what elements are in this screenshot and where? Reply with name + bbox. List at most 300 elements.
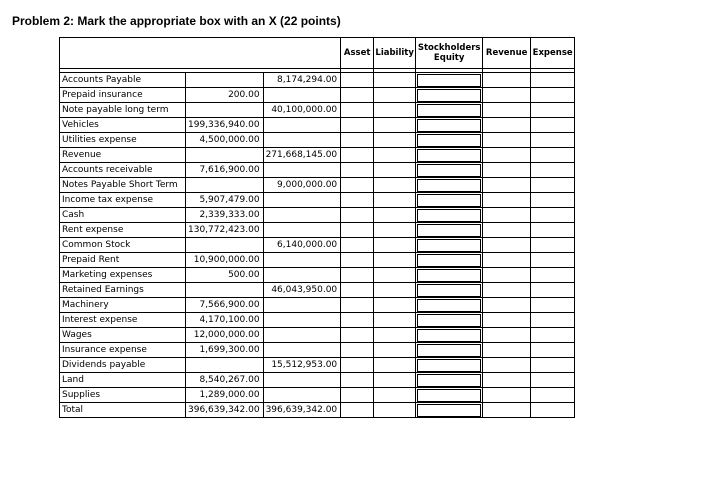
liability-checkbox[interactable] (374, 118, 416, 133)
asset-checkbox[interactable] (341, 403, 374, 418)
table-row (60, 133, 575, 148)
equity-input-box[interactable] (417, 134, 481, 147)
debit-amount: 396,639,342.00 (186, 403, 264, 418)
liability-box[interactable] (376, 224, 413, 237)
liability-checkbox[interactable] (374, 103, 416, 118)
expense-box[interactable] (533, 194, 572, 207)
liability-box[interactable] (376, 209, 413, 222)
equity-checkbox[interactable] (416, 343, 483, 358)
revenue-box[interactable] (485, 149, 528, 162)
liability-box[interactable] (376, 194, 413, 207)
expense-checkbox[interactable] (531, 208, 575, 223)
equity-checkbox[interactable] (416, 118, 483, 133)
debit-amount: 10,900,000.00 (186, 253, 264, 268)
expense-box[interactable] (533, 134, 572, 147)
expense-checkbox[interactable] (531, 343, 575, 358)
liability-checkbox[interactable] (374, 223, 416, 238)
asset-box[interactable] (343, 299, 371, 312)
asset-checkbox[interactable] (341, 388, 374, 403)
debit-amount (186, 178, 264, 193)
credit-amount: 8,174,294.00 (263, 73, 341, 88)
liability-checkbox[interactable] (374, 298, 416, 313)
revenue-checkbox[interactable] (483, 253, 531, 268)
equity-checkbox[interactable] (416, 103, 483, 118)
asset-checkbox[interactable] (341, 193, 374, 208)
account-name: Machinery (60, 298, 186, 313)
expense-checkbox[interactable] (531, 388, 575, 403)
liability-box[interactable] (376, 314, 413, 327)
asset-box[interactable] (343, 254, 371, 267)
asset-checkbox[interactable] (341, 223, 374, 238)
liability-checkbox[interactable] (374, 253, 416, 268)
equity-checkbox[interactable] (416, 133, 483, 148)
table-row (60, 313, 575, 328)
table-row (60, 163, 575, 178)
liability-checkbox[interactable] (374, 163, 416, 178)
asset-checkbox[interactable] (341, 163, 374, 178)
liability-checkbox[interactable] (374, 133, 416, 148)
asset-checkbox[interactable] (341, 88, 374, 103)
asset-box[interactable] (343, 329, 371, 342)
equity-input-box[interactable] (417, 389, 481, 402)
liability-box[interactable] (376, 134, 413, 147)
asset-box[interactable] (343, 359, 371, 372)
revenue-box[interactable] (485, 89, 528, 102)
revenue-checkbox[interactable] (483, 193, 531, 208)
revenue-checkbox[interactable] (483, 118, 531, 133)
credit-amount: 9,000,000.00 (263, 178, 341, 193)
debit-amount (186, 148, 264, 163)
expense-checkbox[interactable] (531, 253, 575, 268)
expense-box[interactable] (533, 284, 572, 297)
debit-amount: 7,616,900.00 (186, 163, 264, 178)
revenue-checkbox[interactable] (483, 268, 531, 283)
revenue-box[interactable] (485, 374, 528, 387)
asset-checkbox[interactable] (341, 283, 374, 298)
asset-checkbox[interactable] (341, 103, 374, 118)
table-row (60, 283, 575, 298)
expense-checkbox[interactable] (531, 118, 575, 133)
account-name: Notes Payable Short Term (60, 178, 186, 193)
equity-input-box[interactable] (417, 104, 481, 117)
liability-box[interactable] (376, 239, 413, 252)
revenue-box[interactable] (485, 74, 528, 87)
asset-checkbox[interactable] (341, 373, 374, 388)
revenue-checkbox[interactable] (483, 88, 531, 103)
equity-input-box[interactable] (417, 299, 481, 312)
equity-input-box[interactable] (417, 179, 481, 192)
expense-box[interactable] (533, 254, 572, 267)
account-name: Cash (60, 208, 186, 223)
equity-checkbox[interactable] (416, 403, 483, 418)
expense-checkbox[interactable] (531, 403, 575, 418)
debit-amount: 8,540,267.00 (186, 373, 264, 388)
liability-checkbox[interactable] (374, 388, 416, 403)
debit-amount: 1,699,300.00 (186, 343, 264, 358)
expense-box[interactable] (533, 299, 572, 312)
expense-checkbox[interactable] (531, 223, 575, 238)
credit-amount: 46,043,950.00 (263, 283, 341, 298)
equity-checkbox[interactable] (416, 88, 483, 103)
asset-box[interactable] (343, 89, 371, 102)
equity-input-box[interactable] (417, 149, 481, 162)
expense-box[interactable] (533, 359, 572, 372)
equity-input-box[interactable] (417, 89, 481, 102)
expense-box[interactable] (533, 389, 572, 402)
equity-input-box[interactable] (417, 344, 481, 357)
revenue-box[interactable] (485, 254, 528, 267)
debit-amount: 4,170,100.00 (186, 313, 264, 328)
equity-input-box[interactable] (417, 329, 481, 342)
revenue-checkbox[interactable] (483, 223, 531, 238)
expense-box[interactable] (533, 164, 572, 177)
expense-checkbox[interactable] (531, 178, 575, 193)
credit-amount (263, 343, 341, 358)
table-row (60, 88, 575, 103)
header-equity-line2: Equity (433, 53, 465, 63)
liability-checkbox[interactable] (374, 238, 416, 253)
asset-checkbox[interactable] (341, 238, 374, 253)
credit-amount (263, 298, 341, 313)
revenue-checkbox[interactable] (483, 73, 531, 88)
account-name: Insurance expense (60, 343, 186, 358)
table-row (60, 208, 575, 223)
asset-box[interactable] (343, 239, 371, 252)
expense-box[interactable] (533, 224, 572, 237)
expense-box[interactable] (533, 329, 572, 342)
liability-box[interactable] (376, 74, 413, 87)
expense-checkbox[interactable] (531, 193, 575, 208)
liability-box[interactable] (376, 299, 413, 312)
revenue-checkbox[interactable] (483, 163, 531, 178)
equity-checkbox[interactable] (416, 358, 483, 373)
expense-checkbox[interactable] (531, 148, 575, 163)
revenue-checkbox[interactable] (483, 283, 531, 298)
liability-checkbox[interactable] (374, 313, 416, 328)
revenue-checkbox[interactable] (483, 313, 531, 328)
table-row (60, 373, 575, 388)
expense-box[interactable] (533, 89, 572, 102)
revenue-checkbox[interactable] (483, 388, 531, 403)
liability-checkbox[interactable] (374, 403, 416, 418)
debit-amount: 2,339,333.00 (186, 208, 264, 223)
asset-checkbox[interactable] (341, 148, 374, 163)
equity-checkbox[interactable] (416, 388, 483, 403)
asset-checkbox[interactable] (341, 268, 374, 283)
credit-amount (263, 328, 341, 343)
credit-amount (263, 373, 341, 388)
revenue-box[interactable] (485, 299, 528, 312)
account-name: Revenue (60, 148, 186, 163)
liability-box[interactable] (376, 344, 413, 357)
liability-box[interactable] (376, 179, 413, 192)
liability-checkbox[interactable] (374, 178, 416, 193)
liability-checkbox[interactable] (374, 268, 416, 283)
debit-amount: 130,772,423.00 (186, 223, 264, 238)
equity-input-box[interactable] (417, 239, 481, 252)
equity-checkbox[interactable] (416, 208, 483, 223)
asset-checkbox[interactable] (341, 253, 374, 268)
asset-checkbox[interactable] (341, 358, 374, 373)
expense-box[interactable] (533, 149, 572, 162)
equity-checkbox[interactable] (416, 283, 483, 298)
liability-checkbox[interactable] (374, 373, 416, 388)
debit-amount (186, 283, 264, 298)
equity-checkbox[interactable] (416, 223, 483, 238)
revenue-box[interactable] (485, 224, 528, 237)
liability-checkbox[interactable] (374, 148, 416, 163)
revenue-box[interactable] (485, 134, 528, 147)
revenue-box[interactable] (485, 389, 528, 402)
asset-box[interactable] (343, 104, 371, 117)
header-expense: Expense (531, 38, 575, 69)
asset-box[interactable] (343, 209, 371, 222)
equity-input-box[interactable] (417, 119, 481, 132)
equity-checkbox[interactable] (416, 373, 483, 388)
expense-checkbox[interactable] (531, 358, 575, 373)
revenue-box[interactable] (485, 209, 528, 222)
liability-box[interactable] (376, 389, 413, 402)
expense-checkbox[interactable] (531, 88, 575, 103)
expense-checkbox[interactable] (531, 328, 575, 343)
asset-checkbox[interactable] (341, 73, 374, 88)
equity-input-box[interactable] (417, 254, 481, 267)
revenue-checkbox[interactable] (483, 208, 531, 223)
asset-box[interactable] (343, 344, 371, 357)
expense-checkbox[interactable] (531, 103, 575, 118)
expense-box[interactable] (533, 344, 572, 357)
equity-checkbox[interactable] (416, 178, 483, 193)
asset-box[interactable] (343, 74, 371, 87)
account-name: Common Stock (60, 238, 186, 253)
equity-input-box[interactable] (417, 209, 481, 222)
expense-checkbox[interactable] (531, 268, 575, 283)
expense-checkbox[interactable] (531, 133, 575, 148)
liability-box[interactable] (376, 329, 413, 342)
asset-box[interactable] (343, 164, 371, 177)
revenue-checkbox[interactable] (483, 103, 531, 118)
table-row (60, 403, 575, 418)
revenue-box[interactable] (485, 239, 528, 252)
revenue-box[interactable] (485, 164, 528, 177)
table-row (60, 358, 575, 373)
revenue-box[interactable] (485, 179, 528, 192)
revenue-checkbox[interactable] (483, 298, 531, 313)
revenue-checkbox[interactable] (483, 148, 531, 163)
liability-checkbox[interactable] (374, 343, 416, 358)
asset-box[interactable] (343, 194, 371, 207)
revenue-box[interactable] (485, 344, 528, 357)
expense-box[interactable] (533, 269, 572, 282)
liability-checkbox[interactable] (374, 328, 416, 343)
table-row (60, 148, 575, 163)
expense-box[interactable] (533, 404, 572, 417)
account-name: Utilities expense (60, 133, 186, 148)
equity-checkbox[interactable] (416, 268, 483, 283)
asset-box[interactable] (343, 149, 371, 162)
table-row (60, 178, 575, 193)
liability-checkbox[interactable] (374, 358, 416, 373)
revenue-checkbox[interactable] (483, 328, 531, 343)
account-name: Income tax expense (60, 193, 186, 208)
liability-checkbox[interactable] (374, 208, 416, 223)
account-name: Land (60, 373, 186, 388)
asset-checkbox[interactable] (341, 208, 374, 223)
credit-amount (263, 313, 341, 328)
equity-checkbox[interactable] (416, 73, 483, 88)
asset-checkbox[interactable] (341, 313, 374, 328)
equity-checkbox[interactable] (416, 253, 483, 268)
revenue-checkbox[interactable] (483, 358, 531, 373)
expense-checkbox[interactable] (531, 283, 575, 298)
equity-input-box[interactable] (417, 314, 481, 327)
liability-box[interactable] (376, 404, 413, 417)
equity-input-box[interactable] (417, 359, 481, 372)
asset-checkbox[interactable] (341, 298, 374, 313)
equity-checkbox[interactable] (416, 193, 483, 208)
revenue-box[interactable] (485, 269, 528, 282)
asset-box[interactable] (343, 284, 371, 297)
equity-checkbox[interactable] (416, 163, 483, 178)
asset-box[interactable] (343, 134, 371, 147)
expense-box[interactable] (533, 314, 572, 327)
asset-box[interactable] (343, 404, 371, 417)
liability-box[interactable] (376, 254, 413, 267)
credit-amount: 40,100,000.00 (263, 103, 341, 118)
revenue-box[interactable] (485, 284, 528, 297)
revenue-box[interactable] (485, 359, 528, 372)
account-name: Accounts receivable (60, 163, 186, 178)
asset-checkbox[interactable] (341, 133, 374, 148)
equity-checkbox[interactable] (416, 298, 483, 313)
asset-box[interactable] (343, 389, 371, 402)
asset-checkbox[interactable] (341, 343, 374, 358)
header-asset: Asset (341, 38, 374, 69)
table-row (60, 268, 575, 283)
debit-amount: 12,000,000.00 (186, 328, 264, 343)
equity-input-box[interactable] (417, 164, 481, 177)
revenue-checkbox[interactable] (483, 373, 531, 388)
expense-checkbox[interactable] (531, 73, 575, 88)
classification-table (59, 37, 575, 418)
revenue-checkbox[interactable] (483, 343, 531, 358)
debit-amount (186, 238, 264, 253)
equity-checkbox[interactable] (416, 313, 483, 328)
revenue-checkbox[interactable] (483, 403, 531, 418)
expense-box[interactable] (533, 74, 572, 87)
header-revenue: Revenue (483, 38, 531, 69)
expense-checkbox[interactable] (531, 238, 575, 253)
credit-amount (263, 118, 341, 133)
revenue-box[interactable] (485, 104, 528, 117)
debit-amount: 1,289,000.00 (186, 388, 264, 403)
account-name: Prepaid insurance (60, 88, 186, 103)
revenue-box[interactable] (485, 194, 528, 207)
liability-box[interactable] (376, 89, 413, 102)
expense-box[interactable] (533, 104, 572, 117)
equity-checkbox[interactable] (416, 238, 483, 253)
expense-box[interactable] (533, 209, 572, 222)
credit-amount (263, 268, 341, 283)
equity-input-box[interactable] (417, 74, 481, 87)
liability-box[interactable] (376, 374, 413, 387)
revenue-box[interactable] (485, 404, 528, 417)
revenue-box[interactable] (485, 329, 528, 342)
expense-checkbox[interactable] (531, 298, 575, 313)
liability-checkbox[interactable] (374, 88, 416, 103)
credit-amount: 396,639,342.00 (263, 403, 341, 418)
liability-box[interactable] (376, 269, 413, 282)
expense-box[interactable] (533, 239, 572, 252)
equity-input-box[interactable] (417, 224, 481, 237)
liability-box[interactable] (376, 284, 413, 297)
account-rows (60, 73, 575, 418)
expense-checkbox[interactable] (531, 373, 575, 388)
equity-input-box[interactable] (417, 404, 481, 417)
account-name: Marketing expenses (60, 268, 186, 283)
account-name: Rent expense (60, 223, 186, 238)
liability-box[interactable] (376, 164, 413, 177)
credit-amount (263, 193, 341, 208)
liability-checkbox[interactable] (374, 73, 416, 88)
asset-box[interactable] (343, 269, 371, 282)
revenue-checkbox[interactable] (483, 133, 531, 148)
expense-checkbox[interactable] (531, 163, 575, 178)
account-name: Dividends payable (60, 358, 186, 373)
revenue-checkbox[interactable] (483, 238, 531, 253)
expense-box[interactable] (533, 179, 572, 192)
asset-box[interactable] (343, 179, 371, 192)
asset-checkbox[interactable] (341, 178, 374, 193)
debit-amount: 199,336,940.00 (186, 118, 264, 133)
expense-box[interactable] (533, 119, 572, 132)
table-row (60, 343, 575, 358)
revenue-box[interactable] (485, 314, 528, 327)
expense-box[interactable] (533, 374, 572, 387)
account-name: Interest expense (60, 313, 186, 328)
asset-box[interactable] (343, 119, 371, 132)
liability-box[interactable] (376, 149, 413, 162)
equity-checkbox[interactable] (416, 148, 483, 163)
asset-box[interactable] (343, 224, 371, 237)
asset-checkbox[interactable] (341, 328, 374, 343)
table-row (60, 388, 575, 403)
equity-input-box[interactable] (417, 194, 481, 207)
credit-amount: 6,140,000.00 (263, 238, 341, 253)
asset-checkbox[interactable] (341, 118, 374, 133)
account-name: Accounts Payable (60, 73, 186, 88)
equity-input-box[interactable] (417, 269, 481, 282)
revenue-checkbox[interactable] (483, 178, 531, 193)
liability-box[interactable] (376, 359, 413, 372)
liability-box[interactable] (376, 104, 413, 117)
equity-input-box[interactable] (417, 284, 481, 297)
asset-box[interactable] (343, 314, 371, 327)
revenue-box[interactable] (485, 119, 528, 132)
table-row (60, 253, 575, 268)
equity-input-box[interactable] (417, 374, 481, 387)
equity-checkbox[interactable] (416, 328, 483, 343)
liability-checkbox[interactable] (374, 193, 416, 208)
account-name: Note payable long term (60, 103, 186, 118)
asset-box[interactable] (343, 374, 371, 387)
liability-box[interactable] (376, 119, 413, 132)
debit-amount: 5,907,479.00 (186, 193, 264, 208)
liability-checkbox[interactable] (374, 283, 416, 298)
expense-checkbox[interactable] (531, 313, 575, 328)
table-row (60, 103, 575, 118)
header-stockholders-equity (416, 38, 483, 69)
